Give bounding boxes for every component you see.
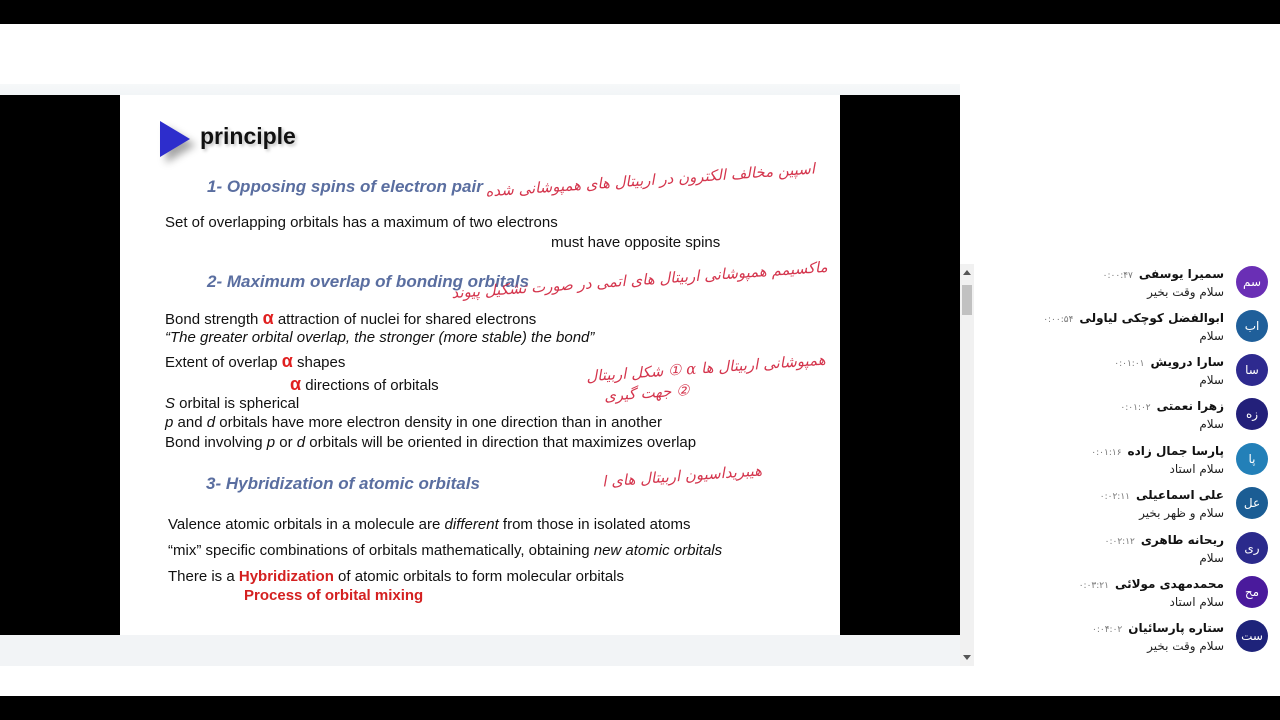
text-span: p bbox=[266, 434, 276, 451]
text-span: or bbox=[275, 434, 297, 451]
section-heading-1: 1- Opposing spins of electron pair bbox=[207, 177, 483, 196]
text-span: directions of orbitals bbox=[305, 377, 439, 394]
text-span: p bbox=[165, 414, 174, 431]
proportional-symbol: α bbox=[262, 308, 274, 328]
text-span: attraction of nuclei for shared electrons bbox=[277, 311, 537, 328]
message-time: ۰:۰۲:۱۱ bbox=[1099, 492, 1130, 502]
message-time: ۰:۰۴:۰۲ bbox=[1092, 625, 1123, 635]
message-time: ۰:۰۰:۵۴ bbox=[1043, 315, 1074, 325]
message-text: سلام و ظهر بخیر bbox=[1139, 506, 1224, 520]
sender-name: زهرا نعمتی bbox=[1156, 399, 1224, 413]
chat-message bbox=[978, 266, 1268, 310]
message-time: ۰:۰۲:۱۲ bbox=[1104, 537, 1135, 547]
avatar: عل bbox=[1236, 487, 1268, 519]
chat-message bbox=[978, 620, 1268, 664]
slide-title: principle bbox=[200, 123, 296, 149]
slide-line bbox=[165, 434, 696, 451]
message-header bbox=[1120, 399, 1224, 413]
slide-line bbox=[168, 516, 691, 533]
avatar: اب bbox=[1236, 310, 1268, 342]
play-arrow-icon bbox=[160, 121, 190, 157]
slide-line bbox=[290, 374, 439, 395]
slide-line bbox=[165, 395, 299, 412]
slide-line bbox=[168, 542, 722, 559]
message-time: ۰:۰۳:۲۱ bbox=[1078, 581, 1109, 591]
share-area-bottom-bar bbox=[0, 634, 960, 666]
screen-share-viewer bbox=[0, 95, 960, 635]
avatar: ری bbox=[1236, 532, 1268, 564]
slide-line bbox=[165, 351, 345, 372]
text-span: S bbox=[165, 395, 176, 412]
chat-message bbox=[978, 532, 1268, 576]
slide-line bbox=[165, 308, 536, 329]
handwritten-annotation: ماکسیمم همپوشانی اربیتال های اتمی در صورت تشکیل پیوند bbox=[450, 257, 829, 303]
slide-line bbox=[168, 568, 624, 585]
chat-message bbox=[978, 487, 1268, 531]
scroll-down-arrow-icon[interactable] bbox=[963, 655, 971, 660]
sender-name: ستاره پارسائیان bbox=[1128, 621, 1224, 635]
presentation-slide bbox=[120, 95, 840, 635]
message-header bbox=[1100, 488, 1224, 502]
sender-name: سارا درویش bbox=[1150, 355, 1224, 369]
message-text: سلام وقت بخیر bbox=[1147, 285, 1224, 299]
sender-name: علی اسماعیلی bbox=[1135, 488, 1224, 502]
proportional-symbol: α bbox=[290, 374, 302, 394]
text-span: shapes bbox=[297, 354, 346, 371]
message-header bbox=[1043, 311, 1224, 325]
avatar: ست bbox=[1236, 620, 1268, 652]
webinar-app bbox=[0, 24, 1280, 696]
slide-line: must have opposite spins bbox=[551, 234, 721, 251]
text-span: Valence atomic orbitals in a molecule are bbox=[168, 516, 445, 533]
avatar: پا bbox=[1236, 443, 1268, 475]
text-span: new atomic orbitals bbox=[593, 542, 723, 559]
chat-message bbox=[978, 443, 1268, 487]
slide-quote: “The greater orbital overlap, the stronger (more stable) the bond” bbox=[165, 329, 595, 346]
message-time: ۰:۰۱:۱۶ bbox=[1091, 448, 1122, 458]
message-header bbox=[1114, 355, 1224, 369]
slide-line bbox=[165, 414, 662, 431]
sender-name: سمیرا یوسفی bbox=[1138, 267, 1224, 281]
scroll-up-arrow-icon[interactable] bbox=[963, 270, 971, 275]
section-heading-3: 3- Hybridization of atomic orbitals bbox=[206, 474, 480, 493]
text-span: d bbox=[296, 434, 306, 451]
video-letterbox-top bbox=[0, 0, 1280, 24]
section-heading-2: 2- Maximum overlap of bonding orbitals bbox=[207, 272, 530, 291]
text-span: “mix” specific combinations of orbitals mathematically, obtaining bbox=[168, 542, 594, 559]
sender-name: ابوالفضل کوچکی لیاولی bbox=[1079, 311, 1224, 325]
message-header bbox=[1079, 577, 1224, 591]
message-header bbox=[1105, 533, 1224, 547]
message-text: سلام bbox=[1199, 551, 1224, 565]
message-text: سلام استاد bbox=[1169, 595, 1224, 609]
text-span: of atomic orbitals to form molecular orbitals bbox=[333, 568, 624, 585]
handwritten-annotation: هیبریداسیون اربیتال های ا bbox=[601, 461, 763, 491]
text-span: orbital is spherical bbox=[175, 395, 300, 412]
avatar: زه bbox=[1236, 398, 1268, 430]
message-time: ۰:۰۱:۰۲ bbox=[1120, 403, 1151, 413]
chat-scrollbar[interactable] bbox=[960, 264, 974, 666]
sender-name: پارسا جمال زاده bbox=[1127, 444, 1224, 458]
message-text: سلام bbox=[1199, 417, 1224, 431]
message-text: سلام وقت بخیر bbox=[1147, 639, 1224, 653]
text-span: orbitals will be oriented in direction that maximizes overlap bbox=[305, 434, 697, 451]
avatar: مح bbox=[1236, 576, 1268, 608]
sender-name: محمدمهدی مولائی bbox=[1114, 577, 1224, 591]
proportional-symbol: α bbox=[281, 351, 293, 371]
slide-line: Set of overlapping orbitals has a maximum of two electrons bbox=[165, 214, 558, 231]
handwritten-annotation: اسپین مخالف الکترون در اربیتال های همپوشانی شده bbox=[484, 159, 816, 201]
text-span: different bbox=[444, 516, 499, 533]
chat-message bbox=[978, 576, 1268, 620]
message-time: ۰:۰۱:۰۱ bbox=[1114, 359, 1145, 369]
message-header bbox=[1091, 444, 1224, 458]
message-text: سلام bbox=[1199, 373, 1224, 387]
handwritten-annotation: همپوشانی اربیتال ها α ① شکل اربیتال bbox=[585, 350, 827, 386]
video-letterbox-bottom bbox=[0, 696, 1280, 720]
message-text: سلام استاد bbox=[1169, 462, 1224, 476]
text-span: Bond involving bbox=[165, 434, 267, 451]
text-span: from those in isolated atoms bbox=[498, 516, 691, 533]
message-time: ۰:۰۰:۴۷ bbox=[1102, 271, 1133, 281]
text-span: Bond strength bbox=[165, 311, 259, 328]
avatar: سم bbox=[1236, 266, 1268, 298]
chat-message bbox=[978, 354, 1268, 398]
text-span: orbitals have more electron density in one direction than in another bbox=[215, 414, 662, 431]
text-span: There is a bbox=[168, 568, 239, 585]
highlight-term: Hybridization bbox=[238, 568, 334, 585]
chat-panel bbox=[976, 266, 1276, 666]
scroll-thumb[interactable] bbox=[962, 285, 972, 315]
text-span: and bbox=[173, 414, 207, 431]
slide-line-highlight: Process of orbital mixing bbox=[244, 587, 424, 604]
chat-message bbox=[978, 398, 1268, 442]
message-header bbox=[1103, 267, 1224, 281]
message-header bbox=[1092, 621, 1224, 635]
text-span: d bbox=[206, 414, 216, 431]
avatar: سا bbox=[1236, 354, 1268, 386]
handwritten-annotation: ② جهت گیری bbox=[603, 381, 691, 405]
sender-name: ریحانه طاهری bbox=[1140, 533, 1224, 547]
text-span: Extent of overlap bbox=[165, 354, 278, 371]
message-text: سلام bbox=[1199, 329, 1224, 343]
chat-message bbox=[978, 310, 1268, 354]
